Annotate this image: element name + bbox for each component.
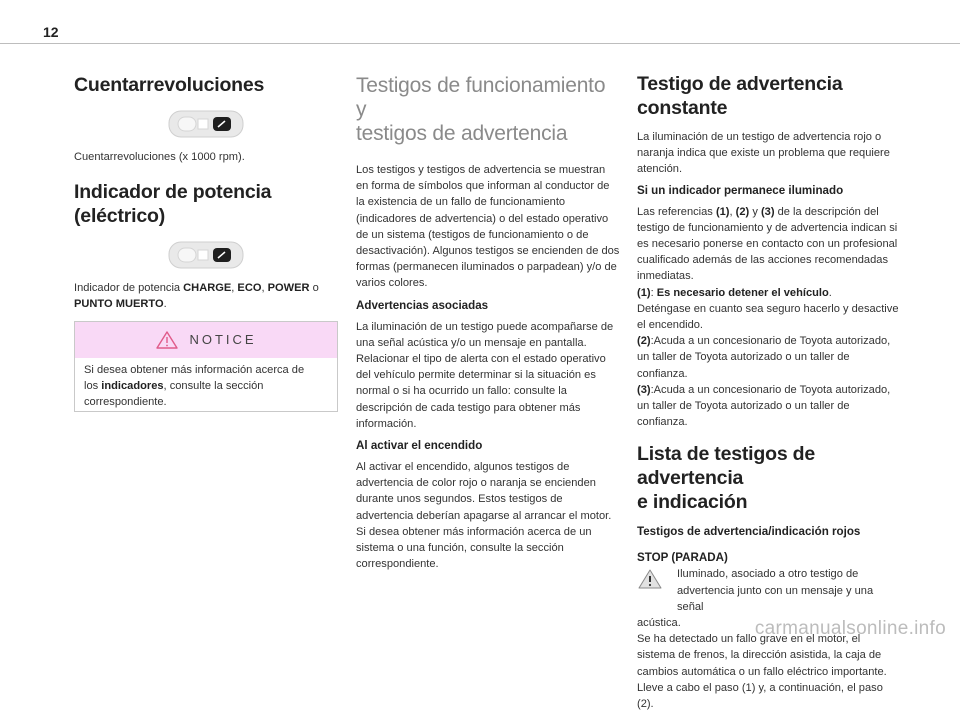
page-number: 12 [43, 24, 59, 40]
associated-text: La iluminación de un testigo puede acompañarse de una señal acústica y/o un mensaje en pantalla. Relacionar el tipo de alerta con el estado operativo del vehículo permite determinar si la situación es normal o si ha ocurrido un fallo: consulte la descripción de cada testigo para obtener más información. [356, 320, 614, 430]
indicators-intro: Los testigos y testigos de advertencia se muestran en forma de símbolos que informan al conductor de la existencia de un fallo de funcionamiento (indicadores de advertencia) o del estado operativo de un sistema (testigos de funcionamiento o de desactivación). Algunos testigos se encienden de dos formas (permanecen iluminados o parpadean) y/o de varios colores. [356, 164, 620, 290]
associated-heading: Advertencias asociadas [356, 298, 489, 312]
stop-warning-icon [637, 568, 663, 590]
stop-text: Se ha detectado un fallo grave en el motor, el sistema de frenos, la dirección asistida, la caja de cambios automática o un fallo eléctrico importante. [637, 633, 887, 678]
red-indicators-heading: Testigos de advertencia/indicación rojos [637, 525, 861, 539]
constant-warning-intro: La iluminación de un testigo de advertencia rojo o naranja indica que existe un problema que requiere atención. [637, 131, 890, 176]
ignition-more: Si desea obtener más información acerca de un sistema o una función, consulte la sección correspondiente. [356, 525, 592, 571]
column-3 [637, 58, 901, 712]
notice-title: NOTICE [189, 332, 257, 348]
power-indicator-title: Indicador de potencia (eléctrico) [74, 181, 272, 228]
top-divider [0, 43, 960, 44]
column-2 [356, 58, 620, 572]
step-3: (3):Acuda a un concesionario de Toyota autorizado, un taller de Toyota autorizado o un taller de confianza. [637, 383, 891, 429]
ignition-text: Al activar el encendido, algunos testigos de advertencia de color rojo o naranja se encienden durante unos segundos. Estos testigos de advertencia deberían apagarse al arrancar el motor. [356, 461, 612, 522]
ignition-heading: Al activar el encendido [356, 439, 483, 453]
instrument-cluster-icon [168, 109, 244, 139]
instrument-cluster-icon [168, 240, 244, 270]
watermark: carmanualsonline.info [754, 618, 946, 639]
notice-header [75, 322, 337, 358]
column-1 [74, 58, 338, 412]
stop-action: Lleve a cabo el paso (1) y, a continuación, el paso (2). [637, 681, 883, 711]
notice-box [74, 321, 338, 412]
step-1: (1): Es necesario detener el vehículo. [637, 286, 832, 299]
step-2: (2):Acuda a un concesionario de Toyota autorizado, un taller de Toyota autorizado o un taller de confianza. [637, 335, 891, 380]
warning-triangle-icon [155, 330, 179, 350]
tachometer-illustration [74, 109, 338, 139]
step-1-text: Deténgase en cuanto sea seguro hacerlo y desactive el encendido. [637, 302, 899, 332]
indicators-title: Testigos de funcionamiento y testigos de advertencia [356, 74, 606, 145]
power-indicator-caption: Indicador de potencia CHARGE, ECO, POWER o PUNTO MUERTO. [74, 282, 319, 311]
stop-warning-block: Iluminado, asociado a otro testigo de advertencia junto con un mensaje y una señal acústica. [637, 568, 874, 630]
tachometer-title: Cuentarrevoluciones [74, 74, 265, 96]
tachometer-caption: Cuentarrevoluciones (x 1000 rpm). [74, 151, 245, 163]
persist-heading: Si un indicador permanece iluminado [637, 183, 844, 197]
warning-list-title: Lista de testigos de advertencia e indicación [637, 443, 816, 514]
stop-heading: STOP (PARADA) [637, 551, 728, 565]
notice-body: Si desea obtener más información acerca de los indicadores, consulte la sección correspondiente. [84, 363, 305, 409]
power-indicator-illustration [74, 240, 338, 270]
references-text: Las referencias (1), (2) y (3) de la descripción del testigo de funcionamiento y de advertencia indican si es necesario ponerse en contacto con un profesional cualificado además de las acciones recomendadas inmediatas. [637, 205, 898, 283]
constant-warning-title: Testigo de advertencia constante [637, 73, 843, 119]
